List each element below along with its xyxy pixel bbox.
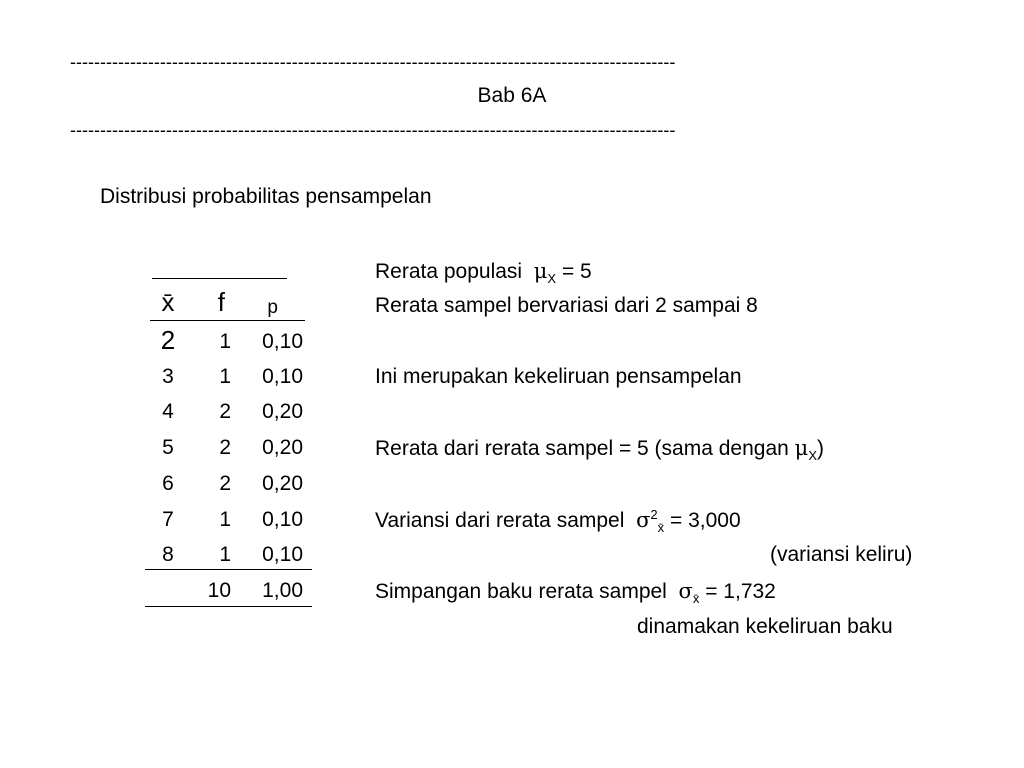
cell-x: 8 bbox=[162, 543, 174, 566]
mu-subscript: X bbox=[547, 271, 557, 287]
cell-p: 0,20 bbox=[262, 436, 303, 459]
table-bottom-rule bbox=[145, 606, 312, 607]
variance-note: (variansi keliru) bbox=[770, 543, 913, 566]
cell-f: 1 bbox=[219, 330, 231, 353]
variance-line bbox=[375, 507, 741, 536]
total-p: 1,00 bbox=[262, 579, 303, 602]
cell-p: 0,20 bbox=[262, 400, 303, 423]
standard-error-note: dinamakan kekeliruan baku bbox=[637, 615, 893, 638]
total-f: 10 bbox=[207, 579, 231, 602]
variance-value: = 3,000 bbox=[669, 509, 741, 532]
standard-deviation-line bbox=[375, 579, 776, 607]
cell-x: 4 bbox=[162, 400, 174, 423]
mean-of-means-line bbox=[375, 436, 824, 464]
sigma-symbol: σ bbox=[636, 508, 651, 532]
table-total-rule bbox=[145, 569, 312, 570]
sigma-superscript: 2 bbox=[650, 507, 658, 522]
cell-f: 1 bbox=[219, 543, 231, 566]
header-dash-line-top: ----------------------------------------------------------------------------------------------------- bbox=[70, 52, 676, 72]
cell-f: 2 bbox=[219, 436, 231, 459]
header-x-bar: x̄ bbox=[161, 287, 175, 317]
cell-p: 0,10 bbox=[262, 508, 303, 531]
header-f: f bbox=[217, 287, 225, 317]
cell-f: 1 bbox=[219, 508, 231, 531]
header-dash-line-bottom: ----------------------------------------------------------------------------------------------------- bbox=[70, 120, 676, 140]
population-mean-label: Rerata populasi bbox=[375, 260, 523, 283]
cell-f: 2 bbox=[219, 400, 231, 423]
page-title: Bab 6A bbox=[477, 84, 547, 107]
sigma-symbol: σ bbox=[678, 579, 693, 603]
table-header-rule bbox=[150, 320, 305, 321]
population-mean-line bbox=[375, 259, 592, 287]
sigma-subscript: x̄ bbox=[657, 520, 665, 536]
cell-p: 0,10 bbox=[262, 330, 303, 353]
table-top-rule bbox=[152, 278, 287, 279]
sd-value: = 1,732 bbox=[705, 580, 776, 603]
cell-x: 2 bbox=[160, 325, 176, 355]
sampling-error-text: Ini merupakan kekeliruan pensampelan bbox=[375, 365, 742, 388]
cell-p: 0,20 bbox=[262, 472, 303, 495]
sd-label: Simpangan baku rerata sampel bbox=[375, 580, 667, 603]
variance-label: Variansi dari rerata sampel bbox=[375, 509, 625, 532]
cell-p: 0,10 bbox=[262, 543, 303, 566]
cell-f: 1 bbox=[219, 365, 231, 388]
cell-x: 7 bbox=[162, 508, 174, 531]
sample-range-text: Rerata sampel bervariasi dari 2 sampai 8 bbox=[375, 294, 758, 317]
population-mean-value: = 5 bbox=[561, 260, 592, 283]
section-subtitle: Distribusi probabilitas pensampelan bbox=[100, 185, 432, 208]
cell-x: 5 bbox=[162, 436, 174, 459]
cell-x: 6 bbox=[162, 472, 174, 495]
mean-of-means-label: Rerata dari rerata sampel = 5 (sama dengan bbox=[375, 437, 789, 460]
cell-p: 0,10 bbox=[262, 365, 303, 388]
cell-x: 3 bbox=[162, 365, 174, 388]
mean-of-means-close: ) bbox=[816, 437, 824, 460]
mu-subscript: X bbox=[808, 448, 817, 464]
mu-symbol: μ bbox=[533, 259, 548, 283]
sigma-subscript: x̄ bbox=[692, 591, 700, 607]
header-p: p bbox=[267, 297, 278, 318]
mu-symbol: μ bbox=[794, 436, 809, 460]
cell-f: 2 bbox=[219, 472, 231, 495]
